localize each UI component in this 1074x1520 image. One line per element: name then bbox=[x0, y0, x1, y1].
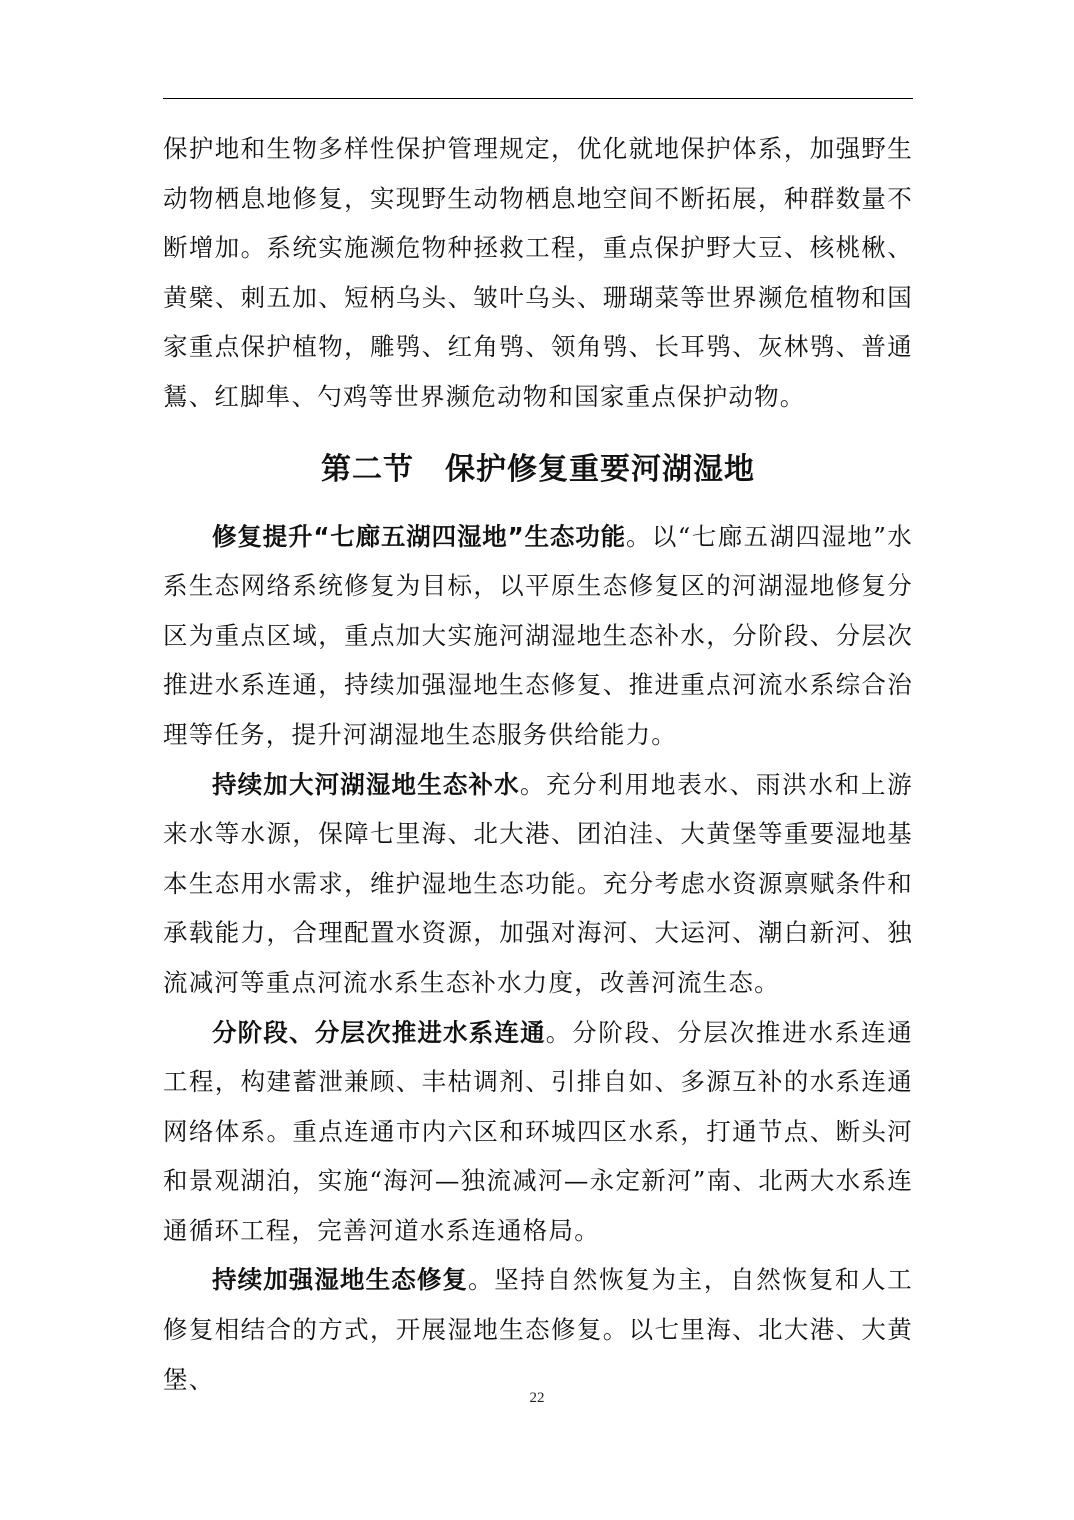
paragraph-text: 。分阶段、分层次推进水系连通工程，构建蓄泄兼顾、丰枯调剂、引排自如、多源互补的水系连通网络体系。重点连通市内六区和环城四区水系，打通节点、断头河和景观湖泊，实施“海河—独流减河—永定新河”南、北两大水系连通循环工程，完善河道水系连通格局。 bbox=[163, 1017, 913, 1245]
body-paragraph: 保护地和生物多样性保护管理规定，优化就地保护体系，加强野生动物栖息地修复，实现野生动物栖息地空间不断拓展，种群数量不断增加。系统实施濒危物种拯救工程，重点保护野大豆、核桃楸、黄檗、刺五加、短柄乌头、皱叶乌头、珊瑚菜等世界濒危植物和国家重点保护植物，雕鸮、红角鸮、领角鸮、长耳鸮、灰林鸮、普通鵟、红脚隼、勺鸡等世界濒危动物和国家重点保护动物。 bbox=[163, 134, 913, 411]
page-number: 22 bbox=[529, 1390, 545, 1406]
paragraph-lead: 持续加大河湖湿地生态补水 bbox=[212, 769, 520, 799]
paragraph-text: 。坚持自然恢复为主，自然恢复和人工修复相结合的方式，开展湿地生态修复。以七里海、北大港、大黄堡、 bbox=[163, 1265, 914, 1394]
body-paragraph bbox=[163, 1008, 913, 1256]
body-paragraph bbox=[163, 1255, 913, 1404]
paragraph-text: 。以“七廊五湖四湿地”水系生态网络系统修复为目标，以平原生态修复区的河湖湿地修复分区为重点区域，重点加大实施河湖湿地生态补水，分阶段、分层次推进水系连通，持续加强湿地生态修复、推进重点河流水系综合治理等任务，提升河湖湿地生态服务供给能力。 bbox=[163, 521, 913, 749]
paragraph-text: 。充分利用地表水、雨洪水和上游来水等水源，保障七里海、北大港、团泊洼、大黄堡等重要湿地基本生态用水需求，维护湿地生态功能。充分考虑水资源禀赋条件和承载能力，合理配置水资源，加强对海河、大运河、潮白新河、独流减河等重点河流水系生态补水力度，改善河流生态。 bbox=[163, 769, 914, 997]
paragraph-lead: 持续加强湿地生态修复 bbox=[212, 1265, 469, 1295]
paragraph-lead: 分阶段、分层次推进水系连通 bbox=[212, 1017, 546, 1047]
header-rule bbox=[163, 98, 913, 99]
page-content bbox=[163, 124, 913, 1404]
paragraph-lead: 修复提升“七廊五湖四湿地”生态功能 bbox=[212, 521, 626, 551]
body-paragraph bbox=[163, 760, 913, 1008]
body-paragraph bbox=[163, 512, 913, 760]
section-heading: 第二节 保护修复重要河湖湿地 bbox=[321, 451, 755, 487]
